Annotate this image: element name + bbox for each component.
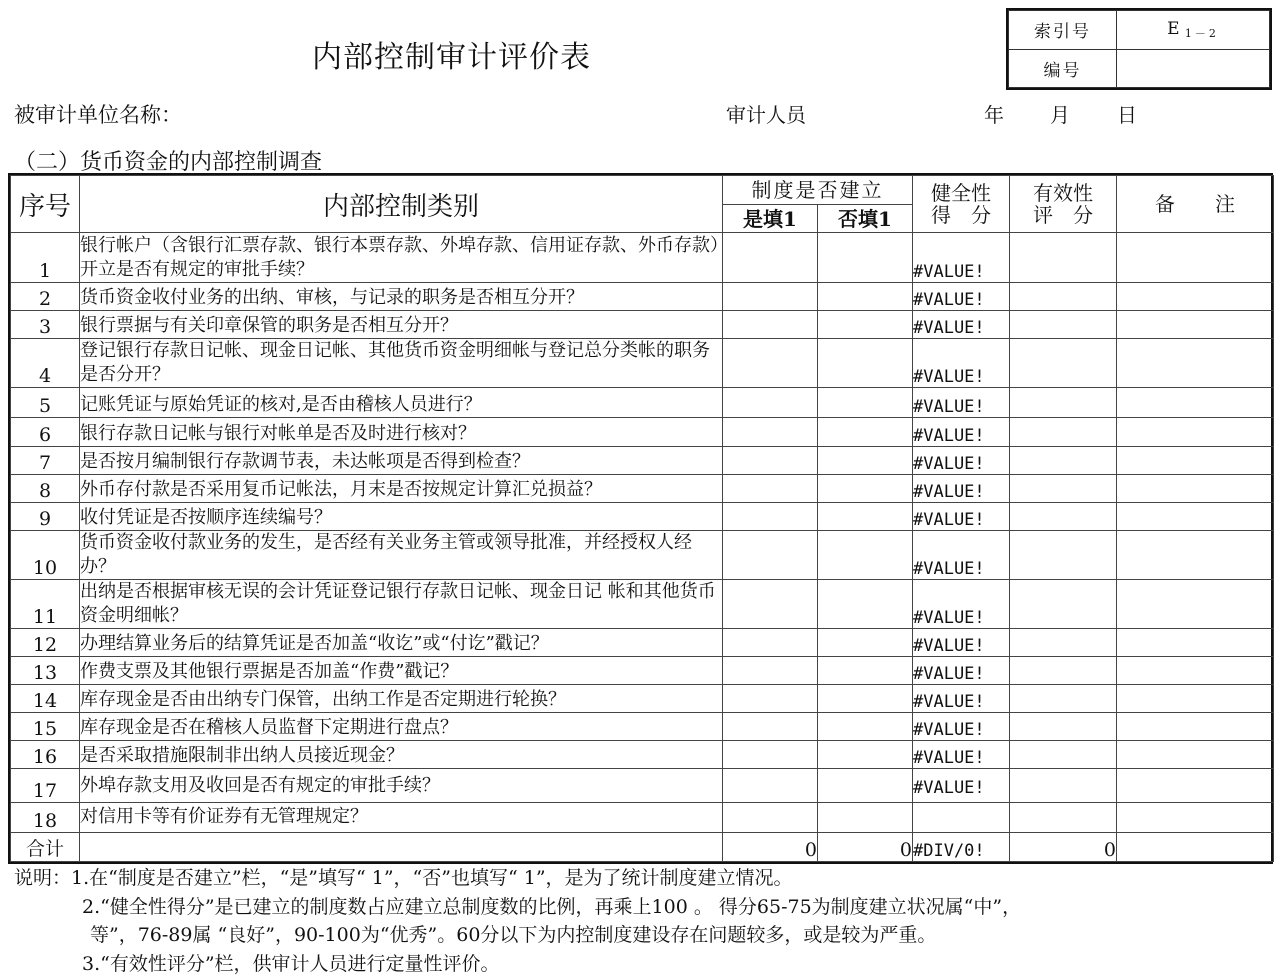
notes-line-3: 等”，76-89属 “良好”，90-100为“优秀”。60分以下为内控制度建设存在问题较多，或是较为严重。 [90,924,937,946]
row-no-cell[interactable] [818,388,913,418]
row-remarks-cell[interactable] [1117,580,1274,629]
control-evaluation-table [8,173,1273,864]
row-effectiveness-cell[interactable] [1010,580,1117,629]
row-yes-cell[interactable] [723,339,818,388]
number-label: 编号 [1009,49,1117,88]
table-row [11,475,1274,503]
row-effectiveness-cell[interactable] [1010,233,1117,283]
row-completeness-score: #VALUE! [913,741,1010,769]
row-question: 外埠存款支用及收回是否有规定的审批手续？ [80,769,723,803]
row-yes-cell[interactable] [723,447,818,475]
row-question: 外币存付款是否采用复币记帐法，月末是否按规定计算汇兑损益？ [80,475,723,503]
row-remarks-cell[interactable] [1117,339,1274,388]
header-completeness-line1: 健全性 [931,181,991,205]
row-remarks-cell[interactable] [1117,629,1274,657]
row-remarks-cell[interactable] [1117,311,1274,339]
table-row [11,388,1274,418]
row-yes-cell[interactable] [723,713,818,741]
row-question: 登记银行存款日记帐、现金日记帐、其他货币资金明细帐与登记总分类帐的职务是否分开？ [80,339,723,388]
row-no-cell[interactable] [818,311,913,339]
row-question: 货币资金收付款业务的发生，是否经有关业务主管或领导批准，并经授权人经办？ [80,531,723,580]
row-yes-cell[interactable] [723,233,818,283]
row-seq: 2 [11,283,80,311]
row-no-cell[interactable] [818,283,913,311]
row-remarks-cell[interactable] [1117,233,1274,283]
table-row [11,657,1274,685]
header-yes: 是填1 [723,205,818,233]
row-effectiveness-cell[interactable] [1010,503,1117,531]
row-effectiveness-cell[interactable] [1010,388,1117,418]
row-seq: 12 [11,629,80,657]
row-question: 银行票据与有关印章保管的职务是否相互分开？ [80,311,723,339]
day-label: 日 [1117,103,1137,127]
row-remarks-cell[interactable] [1117,388,1274,418]
row-question: 货币资金收付业务的出纳、审核，与记录的职务是否相互分开？ [80,283,723,311]
row-seq: 18 [11,803,80,833]
table-row [11,803,1274,833]
row-yes-cell[interactable] [723,580,818,629]
row-seq: 6 [11,418,80,447]
page-title: 内部控制审计评价表 [312,40,591,75]
table-row [11,503,1274,531]
row-seq: 15 [11,713,80,741]
row-effectiveness-cell[interactable] [1010,339,1117,388]
row-remarks-cell[interactable] [1117,418,1274,447]
row-effectiveness-cell[interactable] [1010,741,1117,769]
row-remarks-cell[interactable] [1117,531,1274,580]
table-row [11,283,1274,311]
table-row [11,311,1274,339]
row-effectiveness-cell[interactable] [1010,475,1117,503]
row-seq: 14 [11,685,80,713]
row-remarks-cell[interactable] [1117,503,1274,531]
total-completeness: #DIV/0! [913,833,1010,862]
row-remarks-cell[interactable] [1117,447,1274,475]
row-effectiveness-cell[interactable] [1010,657,1117,685]
row-yes-cell[interactable] [723,629,818,657]
table-row [11,447,1274,475]
row-question: 库存现金是否在稽核人员监督下定期进行盘点？ [80,713,723,741]
notes [14,864,1021,978]
header-effectiveness-line1: 有效性 [1033,181,1093,205]
row-remarks-cell[interactable] [1117,803,1274,833]
row-completeness-score: #VALUE! [913,339,1010,388]
table-row [11,629,1274,657]
row-completeness-score: #VALUE! [913,388,1010,418]
row-yes-cell[interactable] [723,803,818,833]
row-no-cell[interactable] [818,769,913,803]
row-yes-cell[interactable] [723,475,818,503]
row-no-cell[interactable] [818,803,913,833]
row-effectiveness-cell[interactable] [1010,803,1117,833]
row-yes-cell[interactable] [723,741,818,769]
row-completeness-score: #VALUE! [913,629,1010,657]
table-row [11,685,1274,713]
total-no: 0 [818,833,913,862]
row-seq: 16 [11,741,80,769]
row-completeness-score: #VALUE! [913,283,1010,311]
row-question: 是否采取措施限制非出纳人员接近现金？ [80,741,723,769]
table-row [11,233,1274,283]
row-completeness-score [913,803,1010,833]
row-effectiveness-cell[interactable] [1010,311,1117,339]
table-row [11,339,1274,388]
row-effectiveness-cell[interactable] [1010,418,1117,447]
total-label: 合计 [11,833,80,862]
row-no-cell[interactable] [818,503,913,531]
total-remarks [1117,833,1274,862]
table-row [11,531,1274,580]
row-effectiveness-cell[interactable] [1010,629,1117,657]
row-completeness-score: #VALUE! [913,580,1010,629]
index-value-main: E [1167,18,1180,39]
notes-text-1: 1.在“制度是否建立”栏，“是”填写“ 1”，“否”也填写“ 1”，是为了统计制度建立情况。 [71,867,793,889]
row-question: 出纳是否根据审核无误的会计凭证登记银行存款日记帐、现金日记 帐和其他货币资金明细帐？ [80,580,723,629]
header-established: 制度是否建立 [723,176,913,205]
row-seq: 10 [11,531,80,580]
index-box [1006,8,1272,90]
row-question: 库存现金是否由出纳专门保管，出纳工作是否定期进行轮换？ [80,685,723,713]
row-question: 银行帐户（含银行汇票存款、银行本票存款、外埠存款、信用证存款、外币存款）开立是否有规定的审批手续？ [80,233,723,283]
total-question-cell [80,833,723,862]
auditor-label: 审计人员 [726,103,806,127]
row-question: 是否按月编制银行存款调节表，未达帐项是否得到检查？ [80,447,723,475]
row-seq: 13 [11,657,80,685]
number-value[interactable] [1117,49,1270,88]
index-value[interactable] [1117,11,1270,50]
row-yes-cell[interactable] [723,531,818,580]
row-seq: 3 [11,311,80,339]
index-value-sub: 1－2 [1184,26,1219,40]
row-completeness-score: #VALUE! [913,769,1010,803]
row-question: 记账凭证与原始凭证的核对,是否由稽核人员进行？ [80,388,723,418]
index-label: 索引号 [1009,11,1117,50]
row-remarks-cell[interactable] [1117,769,1274,803]
row-effectiveness-cell[interactable] [1010,531,1117,580]
header-effectiveness [1010,176,1117,233]
row-seq: 11 [11,580,80,629]
header-seq: 序号 [11,176,80,233]
row-yes-cell[interactable] [723,311,818,339]
row-effectiveness-cell[interactable] [1010,769,1117,803]
row-yes-cell[interactable] [723,685,818,713]
row-completeness-score: #VALUE! [913,531,1010,580]
row-seq: 4 [11,339,80,388]
row-remarks-cell[interactable] [1117,685,1274,713]
row-remarks-cell[interactable] [1117,713,1274,741]
header-category: 内部控制类别 [80,176,723,233]
row-completeness-score: #VALUE! [913,311,1010,339]
row-seq: 8 [11,475,80,503]
section-title: （二）货币资金的内部控制调查 [14,150,323,175]
row-effectiveness-cell[interactable] [1010,685,1117,713]
table-row [11,418,1274,447]
row-no-cell[interactable] [818,233,913,283]
row-question: 收付凭证是否按顺序连续编号？ [80,503,723,531]
row-seq: 5 [11,388,80,418]
row-yes-cell[interactable] [723,657,818,685]
table-row [11,741,1274,769]
row-remarks-cell[interactable] [1117,657,1274,685]
header-remarks: 备 注 [1117,176,1274,233]
row-no-cell[interactable] [818,531,913,580]
header-no: 否填1 [818,205,913,233]
row-seq: 17 [11,769,80,803]
row-no-cell[interactable] [818,685,913,713]
table-row [11,713,1274,741]
row-completeness-score: #VALUE! [913,657,1010,685]
row-seq: 1 [11,233,80,283]
row-remarks-cell[interactable] [1117,283,1274,311]
notes-line-2: 2.“健全性得分”是已建立的制度数占应建立总制度数的比例，再乘上100 。 得分65-75为制度建立状况属“中”， [82,895,1022,918]
row-effectiveness-cell[interactable] [1010,713,1117,741]
header-completeness [913,176,1010,233]
row-completeness-score: #VALUE! [913,233,1010,283]
header-effectiveness-line2: 评 分 [1033,203,1093,227]
row-no-cell[interactable] [818,657,913,685]
month-label: 月 [1050,103,1070,127]
notes-line-1 [14,864,1021,893]
notes-line-4: 3.“有效性评分”栏，供审计人员进行定量性评价。 [82,952,500,975]
year-label: 年 [984,103,1004,127]
total-effectiveness: 0 [1010,833,1117,862]
row-completeness-score: #VALUE! [913,418,1010,447]
row-completeness-score: #VALUE! [913,475,1010,503]
row-remarks-cell[interactable] [1117,475,1274,503]
row-question: 办理结算业务后的结算凭证是否加盖“收讫”或“付讫”戳记？ [80,629,723,657]
notes-label: 说明： [14,867,72,889]
row-seq: 9 [11,503,80,531]
total-yes: 0 [723,833,818,862]
row-no-cell[interactable] [818,418,913,447]
total-row [11,833,1274,862]
row-completeness-score: #VALUE! [913,447,1010,475]
row-no-cell[interactable] [818,713,913,741]
table-row [11,580,1274,629]
row-no-cell[interactable] [818,475,913,503]
row-question: 作费支票及其他银行票据是否加盖“作费”戳记？ [80,657,723,685]
row-no-cell[interactable] [818,339,913,388]
row-completeness-score: #VALUE! [913,713,1010,741]
row-yes-cell[interactable] [723,769,818,803]
row-no-cell[interactable] [818,580,913,629]
row-no-cell[interactable] [818,629,913,657]
row-question: 银行存款日记帐与银行对帐单是否及时进行核对？ [80,418,723,447]
row-no-cell[interactable] [818,447,913,475]
table-row [11,769,1274,803]
audited-unit-label: 被审计单位名称： [14,103,182,127]
row-remarks-cell[interactable] [1117,741,1274,769]
row-yes-cell[interactable] [723,388,818,418]
row-seq: 7 [11,447,80,475]
row-completeness-score: #VALUE! [913,503,1010,531]
row-no-cell[interactable] [818,741,913,769]
row-completeness-score: #VALUE! [913,685,1010,713]
row-yes-cell[interactable] [723,418,818,447]
row-yes-cell[interactable] [723,283,818,311]
row-effectiveness-cell[interactable] [1010,283,1117,311]
row-effectiveness-cell[interactable] [1010,447,1117,475]
row-question: 对信用卡等有价证券有无管理规定？ [80,803,723,833]
row-yes-cell[interactable] [723,503,818,531]
header-completeness-line2: 得 分 [931,203,991,227]
